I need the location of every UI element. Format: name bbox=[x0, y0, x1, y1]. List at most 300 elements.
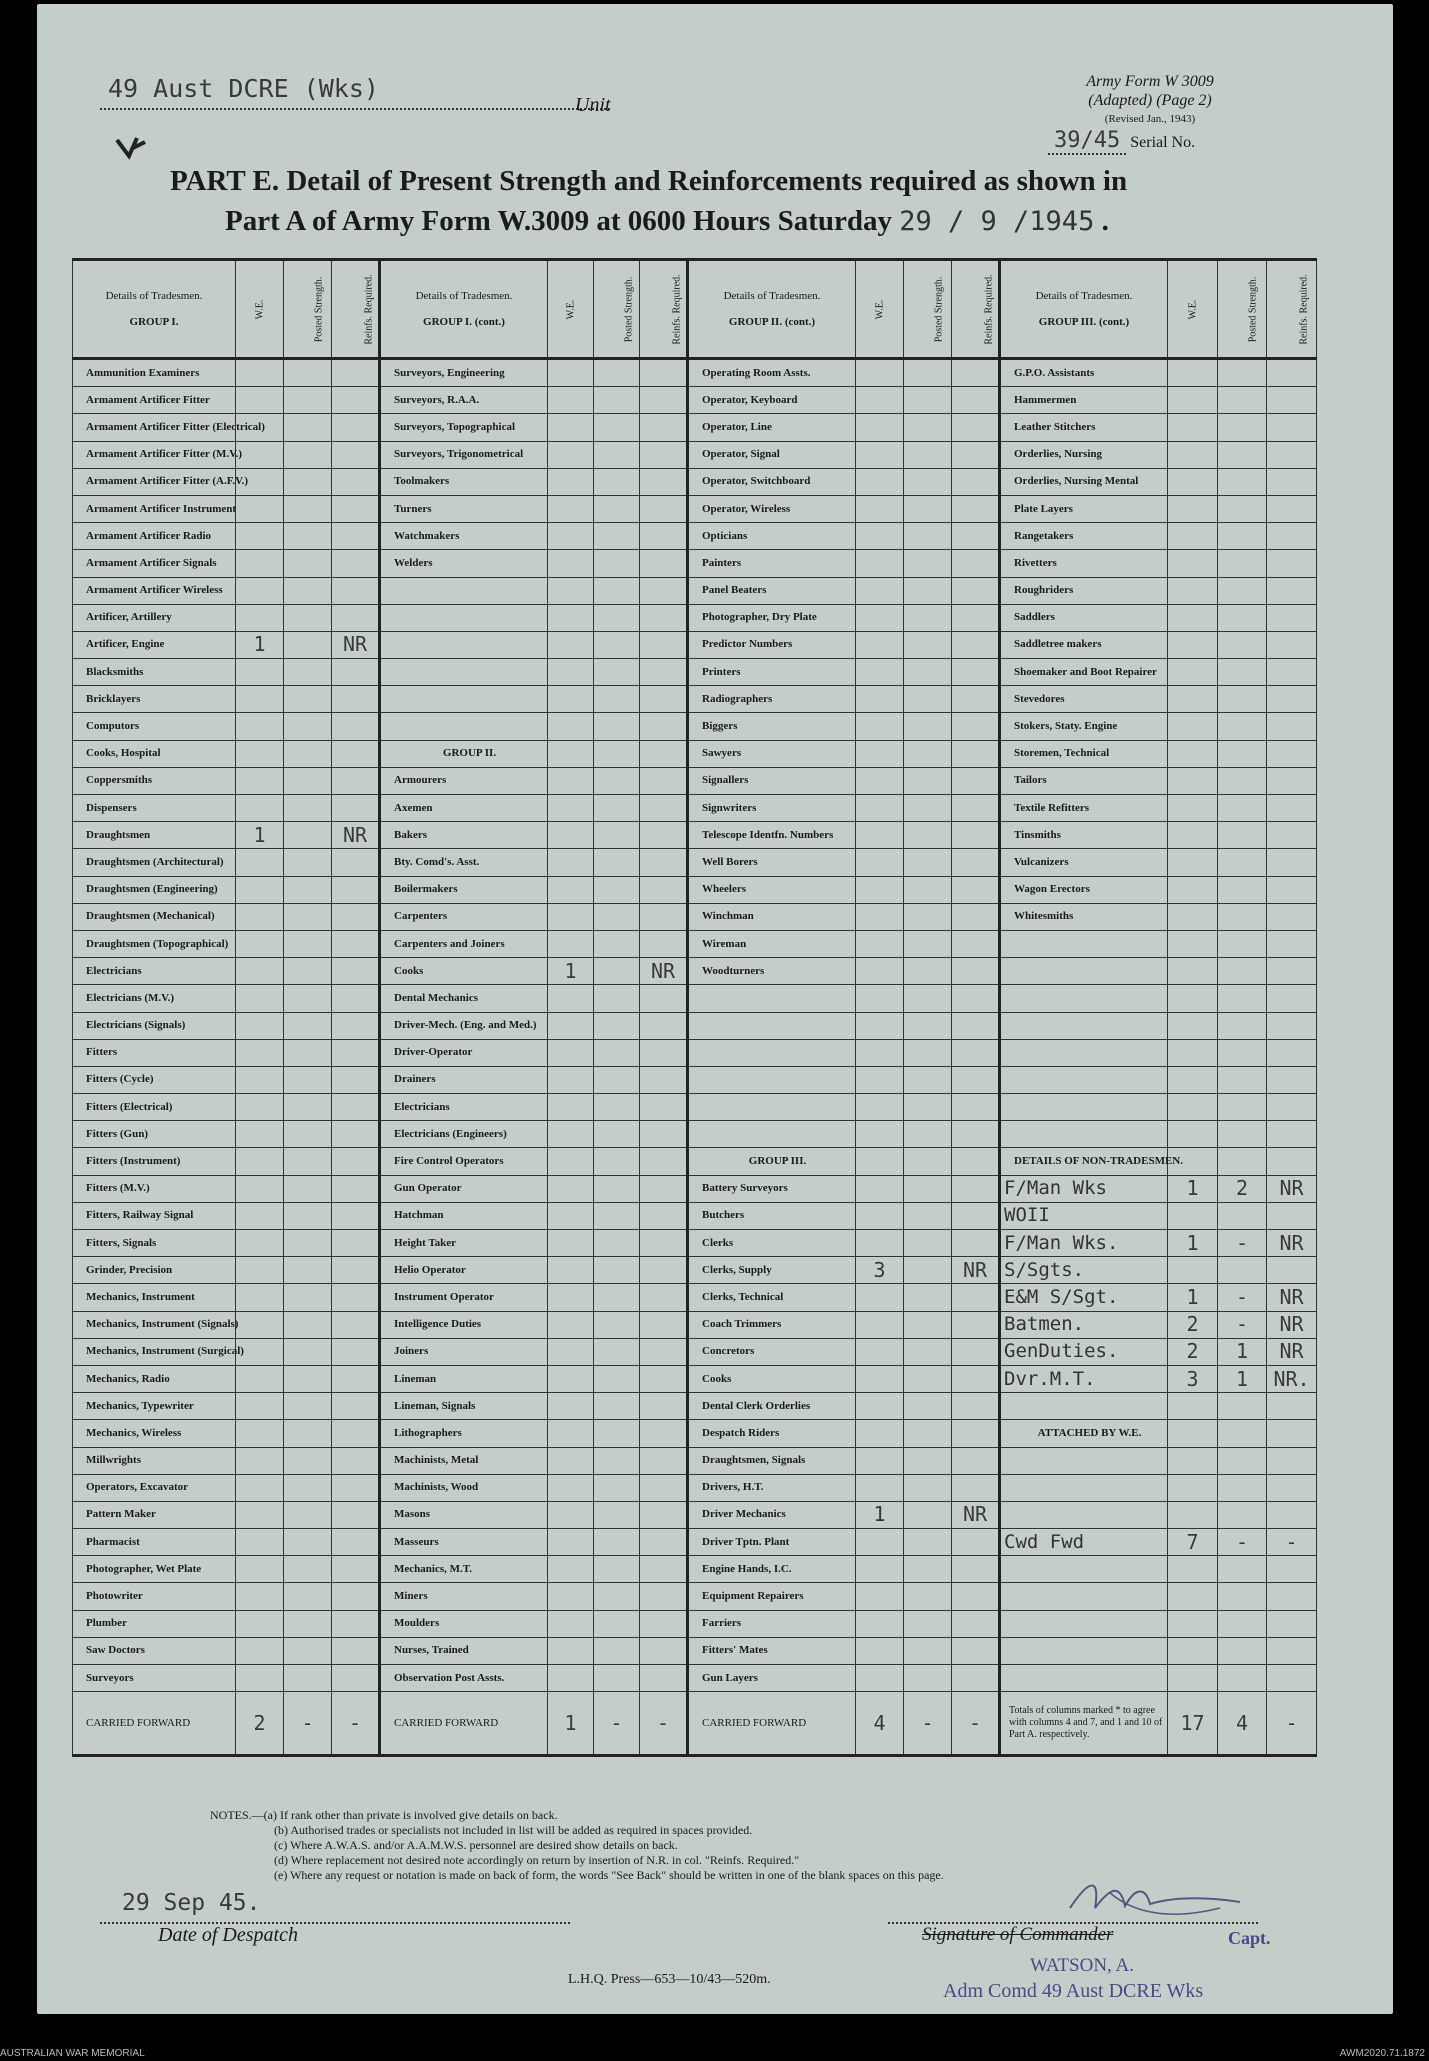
we-cell bbox=[548, 1447, 594, 1474]
trade-label bbox=[1000, 1066, 1168, 1093]
trade-label: Axemen bbox=[380, 795, 548, 822]
reinfs-cell bbox=[1267, 1474, 1317, 1501]
table-row bbox=[73, 1121, 1317, 1148]
we-cell bbox=[236, 1230, 284, 1257]
posted-cell bbox=[904, 903, 952, 930]
we-cell bbox=[548, 495, 594, 522]
posted-cell bbox=[904, 740, 952, 767]
stamp-title: Adm Comd 49 Aust DCRE Wks bbox=[943, 1980, 1204, 2002]
posted-cell bbox=[594, 740, 640, 767]
col-reinfs bbox=[640, 260, 688, 359]
posted-cell bbox=[594, 985, 640, 1012]
trade-label: Blacksmiths bbox=[73, 659, 236, 686]
we-cell bbox=[1168, 387, 1218, 414]
trade-label: Mechanics, Instrument (Signals) bbox=[73, 1311, 236, 1338]
table-row bbox=[73, 631, 1317, 658]
reinfs-cell bbox=[332, 958, 380, 985]
posted-cell bbox=[1218, 441, 1267, 468]
we-cell bbox=[548, 849, 594, 876]
posted-cell bbox=[594, 1447, 640, 1474]
trade-label: Dvr.M.T. bbox=[1000, 1365, 1168, 1392]
reinfs-cell bbox=[332, 604, 380, 631]
group-label: GROUP II. (cont.) bbox=[728, 315, 816, 328]
reinfs-cell bbox=[640, 876, 688, 903]
trade-label: Moulders bbox=[380, 1610, 548, 1637]
posted-cell bbox=[594, 767, 640, 794]
trade-label: Cooks bbox=[380, 958, 548, 985]
we-cell bbox=[236, 1583, 284, 1610]
trade-label: Mechanics, Wireless bbox=[73, 1420, 236, 1447]
we-cell bbox=[236, 1637, 284, 1664]
we-cell bbox=[856, 659, 904, 686]
trade-label: Mechanics, M.T. bbox=[380, 1556, 548, 1583]
stamp-name: WATSON, A. bbox=[1030, 1955, 1134, 1976]
posted-cell bbox=[594, 876, 640, 903]
we-cell bbox=[236, 1202, 284, 1229]
trade-label bbox=[1000, 985, 1168, 1012]
carried-forward-label: CARRIED FORWARD bbox=[688, 1692, 856, 1756]
posted-cell bbox=[904, 1311, 952, 1338]
posted-cell bbox=[594, 468, 640, 495]
reinfs-cell bbox=[640, 1257, 688, 1284]
table-row bbox=[73, 1420, 1317, 1447]
posted-cell bbox=[1218, 767, 1267, 794]
reinfs-cell bbox=[332, 1365, 380, 1392]
we-cell bbox=[236, 1556, 284, 1583]
posted-cell bbox=[594, 1121, 640, 1148]
trade-label: Driver Tptn. Plant bbox=[688, 1529, 856, 1556]
despatch-date: 29 Sep 45. bbox=[122, 1890, 261, 1916]
posted-cell bbox=[284, 577, 332, 604]
we-cell bbox=[548, 604, 594, 631]
we-cell bbox=[1168, 495, 1218, 522]
table-row bbox=[73, 822, 1317, 849]
posted-cell bbox=[1218, 740, 1267, 767]
posted-cell bbox=[1218, 387, 1267, 414]
posted-cell bbox=[284, 1066, 332, 1093]
trade-label: Operator, Keyboard bbox=[688, 387, 856, 414]
table-row bbox=[73, 713, 1317, 740]
reinfs-cell bbox=[640, 903, 688, 930]
posted-cell: 2 bbox=[1218, 1175, 1267, 1202]
trade-label: Boilermakers bbox=[380, 876, 548, 903]
we-cell bbox=[1168, 577, 1218, 604]
table-row bbox=[73, 1501, 1317, 1528]
trade-label: Masons bbox=[380, 1501, 548, 1528]
posted-cell bbox=[284, 414, 332, 441]
table-row bbox=[73, 495, 1317, 522]
posted-cell bbox=[284, 495, 332, 522]
trade-label: G.P.O. Assistants bbox=[1000, 359, 1168, 387]
we-cell bbox=[856, 604, 904, 631]
posted-cell bbox=[594, 713, 640, 740]
reinfs-cell bbox=[640, 1039, 688, 1066]
reinfs-cell: NR bbox=[1267, 1230, 1317, 1257]
we-cell bbox=[856, 1529, 904, 1556]
posted-cell bbox=[284, 1529, 332, 1556]
posted-cell bbox=[594, 1148, 640, 1175]
carried-forward-label: CARRIED FORWARD bbox=[73, 1692, 236, 1756]
col-details-g1c bbox=[380, 260, 548, 359]
posted-cell bbox=[594, 1474, 640, 1501]
reinfs-cell bbox=[332, 1175, 380, 1202]
we-cell bbox=[236, 387, 284, 414]
table-row bbox=[73, 795, 1317, 822]
trade-label: Millwrights bbox=[73, 1447, 236, 1474]
reinfs-cell bbox=[332, 1610, 380, 1637]
posted-cell bbox=[1218, 876, 1267, 903]
table-row bbox=[73, 767, 1317, 794]
posted-cell bbox=[904, 795, 952, 822]
trade-label: Saddletree makers bbox=[1000, 631, 1168, 658]
trade-label: Lineman bbox=[380, 1365, 548, 1392]
table-row bbox=[73, 387, 1317, 414]
trade-label: Drivers, H.T. bbox=[688, 1474, 856, 1501]
trade-label bbox=[688, 985, 856, 1012]
trade-label: Well Borers bbox=[688, 849, 856, 876]
we-cell bbox=[548, 523, 594, 550]
we-cell bbox=[236, 1066, 284, 1093]
reinfs-cell bbox=[332, 930, 380, 957]
we-cell: 1 bbox=[856, 1501, 904, 1528]
posted-cell bbox=[284, 1039, 332, 1066]
we-cell bbox=[1168, 713, 1218, 740]
posted-cell bbox=[284, 795, 332, 822]
reinfs-cell bbox=[640, 1610, 688, 1637]
posted-cell bbox=[904, 930, 952, 957]
trade-label bbox=[688, 1121, 856, 1148]
we-cell bbox=[548, 659, 594, 686]
posted-cell bbox=[284, 1393, 332, 1420]
posted-cell bbox=[904, 1284, 952, 1311]
unit-label: Unit bbox=[575, 94, 611, 116]
trade-label: Cooks bbox=[688, 1365, 856, 1392]
posted-cell bbox=[594, 1610, 640, 1637]
reinfs-cell bbox=[332, 1501, 380, 1528]
we-cell bbox=[1168, 1474, 1218, 1501]
posted-cell bbox=[284, 468, 332, 495]
we-cell bbox=[1168, 1202, 1218, 1229]
title-prefix: Part A of Army Form W.3009 at 0600 Hours Saturday bbox=[225, 205, 892, 237]
posted-label: Posted Strength. bbox=[313, 276, 325, 342]
reinfs-cell bbox=[952, 1066, 1000, 1093]
trade-label: Surveyors, R.A.A. bbox=[380, 387, 548, 414]
trade-label: Storemen, Technical bbox=[1000, 740, 1168, 767]
trade-label: Orderlies, Nursing Mental bbox=[1000, 468, 1168, 495]
we-cell bbox=[236, 1175, 284, 1202]
we-cell bbox=[236, 604, 284, 631]
we-cell bbox=[548, 1230, 594, 1257]
we-cell bbox=[856, 1338, 904, 1365]
reinfs-cell bbox=[332, 1637, 380, 1664]
trade-label: Pharmacist bbox=[73, 1529, 236, 1556]
trade-label: Masseurs bbox=[380, 1529, 548, 1556]
trade-label: Miners bbox=[380, 1583, 548, 1610]
we-cell bbox=[548, 1501, 594, 1528]
we-cell bbox=[548, 1094, 594, 1121]
posted-cell: - bbox=[1218, 1284, 1267, 1311]
posted-cell bbox=[594, 523, 640, 550]
reinfs-cell bbox=[952, 414, 1000, 441]
trade-label: Helio Operator bbox=[380, 1257, 548, 1284]
reinfs-cell bbox=[952, 713, 1000, 740]
reinfs-cell bbox=[332, 1420, 380, 1447]
reinfs-cell bbox=[332, 1311, 380, 1338]
posted-cell bbox=[594, 1393, 640, 1420]
trade-label: Opticians bbox=[688, 523, 856, 550]
posted-cell bbox=[284, 1420, 332, 1447]
reinfs-cell bbox=[952, 387, 1000, 414]
reinfs-cell bbox=[1267, 1012, 1317, 1039]
posted-cell bbox=[1218, 1447, 1267, 1474]
we-cell bbox=[236, 1665, 284, 1692]
page-title-line1: PART E. Detail of Present Strength and Reinforcements required as shown in bbox=[170, 165, 1128, 197]
we-cell bbox=[1168, 441, 1218, 468]
reinfs-cell bbox=[640, 740, 688, 767]
we-cell bbox=[1168, 1501, 1218, 1528]
trade-label: Watchmakers bbox=[380, 523, 548, 550]
posted-cell bbox=[904, 1447, 952, 1474]
posted-cell bbox=[284, 903, 332, 930]
trade-label: Clerks, Supply bbox=[688, 1257, 856, 1284]
table-row bbox=[73, 1583, 1317, 1610]
trade-label: Armament Artificer Signals bbox=[73, 550, 236, 577]
we-cell bbox=[1168, 523, 1218, 550]
trade-label: S/Sgts. bbox=[1000, 1257, 1168, 1284]
we-cell bbox=[1168, 985, 1218, 1012]
we-cell bbox=[856, 1121, 904, 1148]
table-header-row bbox=[73, 260, 1317, 359]
reinfs-cell bbox=[952, 1529, 1000, 1556]
we-cell bbox=[236, 1420, 284, 1447]
trade-label: Photowriter bbox=[73, 1583, 236, 1610]
reinfs-cell bbox=[1267, 930, 1317, 957]
note-b: (b) Authorised trades or specialists not included in list will be added as required in spaces provided. bbox=[274, 1823, 753, 1837]
we-cell: 7 bbox=[1168, 1529, 1218, 1556]
table-row bbox=[73, 1039, 1317, 1066]
table-row bbox=[73, 1610, 1317, 1637]
unit-rule bbox=[100, 108, 610, 110]
we-cell bbox=[856, 1094, 904, 1121]
reinfs-cell bbox=[332, 985, 380, 1012]
cf-g1-posted: - bbox=[284, 1692, 332, 1756]
reinfs-cell bbox=[332, 686, 380, 713]
we-cell bbox=[856, 1311, 904, 1338]
trade-label: Wheelers bbox=[688, 876, 856, 903]
posted-cell bbox=[594, 1338, 640, 1365]
title-year-digit: 5 bbox=[1078, 206, 1095, 237]
posted-cell bbox=[1218, 1148, 1267, 1175]
we-cell bbox=[856, 903, 904, 930]
reinfs-cell: NR bbox=[1267, 1311, 1317, 1338]
reinfs-cell bbox=[952, 659, 1000, 686]
reinfs-cell bbox=[1267, 822, 1317, 849]
we-cell bbox=[856, 1420, 904, 1447]
trade-label: Instrument Operator bbox=[380, 1284, 548, 1311]
we-cell bbox=[856, 876, 904, 903]
trade-label: Coppersmiths bbox=[73, 767, 236, 794]
group-label: GROUP I. (cont.) bbox=[423, 315, 505, 328]
trade-label: Fitters (Instrument) bbox=[73, 1148, 236, 1175]
posted-cell bbox=[284, 740, 332, 767]
we-cell bbox=[548, 1665, 594, 1692]
we-cell bbox=[1168, 822, 1218, 849]
table-row bbox=[73, 468, 1317, 495]
posted-cell bbox=[1218, 495, 1267, 522]
trade-label: Despatch Riders bbox=[688, 1420, 856, 1447]
posted-cell bbox=[1218, 1665, 1267, 1692]
we-cell bbox=[856, 822, 904, 849]
trade-label bbox=[1000, 1094, 1168, 1121]
reinfs-cell bbox=[1267, 1039, 1317, 1066]
posted-cell bbox=[904, 822, 952, 849]
trade-label: Biggers bbox=[688, 713, 856, 740]
we-cell: 3 bbox=[1168, 1365, 1218, 1392]
reinfs-cell bbox=[640, 1665, 688, 1692]
we-cell bbox=[236, 577, 284, 604]
posted-cell bbox=[904, 631, 952, 658]
trade-label: Draughtsmen bbox=[73, 822, 236, 849]
reinfs-cell bbox=[640, 1202, 688, 1229]
we-cell bbox=[1168, 1121, 1218, 1148]
trade-label: Artificer, Artillery bbox=[73, 604, 236, 631]
reinfs-cell bbox=[640, 631, 688, 658]
reinfs-cell bbox=[952, 1202, 1000, 1229]
col-we bbox=[236, 260, 284, 359]
we-cell bbox=[548, 1556, 594, 1583]
we-cell bbox=[1168, 1447, 1218, 1474]
trade-label: Grinder, Precision bbox=[73, 1257, 236, 1284]
we-cell bbox=[856, 686, 904, 713]
serial-value: 39/45 bbox=[1048, 128, 1126, 155]
reinfs-cell bbox=[332, 1665, 380, 1692]
reinfs-cell bbox=[1267, 1610, 1317, 1637]
posted-cell bbox=[594, 1284, 640, 1311]
reinfs-cell bbox=[952, 1420, 1000, 1447]
trade-label: Draughtsmen (Topographical) bbox=[73, 930, 236, 957]
we-cell bbox=[856, 441, 904, 468]
reinfs-cell bbox=[332, 1121, 380, 1148]
reinfs-cell: - bbox=[1267, 1529, 1317, 1556]
trade-label: Operator, Wireless bbox=[688, 495, 856, 522]
posted-cell bbox=[904, 414, 952, 441]
table-row bbox=[73, 985, 1317, 1012]
despatch-label: Date of Despatch bbox=[158, 1924, 298, 1946]
we-cell bbox=[548, 795, 594, 822]
we-cell bbox=[548, 1257, 594, 1284]
trade-label: Engine Hands, I.C. bbox=[688, 1556, 856, 1583]
reinfs-cell bbox=[640, 1529, 688, 1556]
archive-label-right: AWM2020.71.1872 bbox=[1339, 2048, 1425, 2059]
table-row bbox=[73, 1148, 1317, 1175]
reinfs-cell bbox=[640, 1393, 688, 1420]
reinfs-cell bbox=[332, 1230, 380, 1257]
posted-cell bbox=[284, 387, 332, 414]
trade-label: Butchers bbox=[688, 1202, 856, 1229]
details-label: Details of Tradesmen. bbox=[723, 289, 821, 302]
we-cell bbox=[236, 958, 284, 985]
we-cell bbox=[548, 1066, 594, 1093]
we-label: W.E. bbox=[873, 299, 885, 319]
trade-label: Clerks bbox=[688, 1230, 856, 1257]
we-cell bbox=[856, 1012, 904, 1039]
trade-label: Surveyors, Engineering bbox=[380, 359, 548, 387]
we-cell bbox=[856, 1474, 904, 1501]
reinfs-cell bbox=[640, 604, 688, 631]
trade-label: Electricians (Signals) bbox=[73, 1012, 236, 1039]
reinfs-label: Reinfs. Required. bbox=[1298, 273, 1310, 345]
posted-cell bbox=[904, 659, 952, 686]
reinfs-cell bbox=[640, 1501, 688, 1528]
table-row bbox=[73, 1311, 1317, 1338]
we-cell bbox=[1168, 659, 1218, 686]
reinfs-cell bbox=[640, 1094, 688, 1121]
col-we bbox=[548, 260, 594, 359]
trade-label bbox=[380, 686, 548, 713]
posted-cell bbox=[904, 1230, 952, 1257]
posted-label: Posted Strength. bbox=[933, 276, 945, 342]
table-row bbox=[73, 958, 1317, 985]
reinfs-cell bbox=[640, 1583, 688, 1610]
posted-cell: - bbox=[1218, 1311, 1267, 1338]
table-row bbox=[73, 1175, 1317, 1202]
col-details-g1 bbox=[73, 260, 236, 359]
reinfs-label: Reinfs. Required. bbox=[363, 273, 375, 345]
reinfs-cell bbox=[1267, 387, 1317, 414]
trade-label bbox=[1000, 1556, 1168, 1583]
reinfs-cell bbox=[640, 713, 688, 740]
trade-label: Computors bbox=[73, 713, 236, 740]
we-cell: 1 bbox=[236, 631, 284, 658]
posted-cell bbox=[284, 1338, 332, 1365]
serial-label: Serial No. bbox=[1130, 134, 1196, 151]
reinfs-cell bbox=[952, 441, 1000, 468]
posted-cell bbox=[284, 930, 332, 957]
reinfs-cell bbox=[332, 1202, 380, 1229]
posted-cell bbox=[594, 441, 640, 468]
reinfs-cell bbox=[1267, 1257, 1317, 1284]
cf-g1c-posted: - bbox=[594, 1692, 640, 1756]
posted-cell bbox=[1218, 903, 1267, 930]
reinfs-cell bbox=[1267, 795, 1317, 822]
trade-label bbox=[688, 1039, 856, 1066]
posted-label: Posted Strength. bbox=[623, 276, 635, 342]
posted-cell bbox=[594, 958, 640, 985]
reinfs-cell: NR bbox=[952, 1501, 1000, 1528]
we-cell bbox=[1168, 958, 1218, 985]
reinfs-cell bbox=[640, 387, 688, 414]
we-cell bbox=[236, 1501, 284, 1528]
trade-label bbox=[688, 1094, 856, 1121]
reinfs-cell bbox=[640, 1311, 688, 1338]
reinfs-cell bbox=[640, 849, 688, 876]
reinfs-cell bbox=[952, 1039, 1000, 1066]
reinfs-cell bbox=[952, 822, 1000, 849]
reinfs-cell bbox=[640, 468, 688, 495]
posted-cell bbox=[904, 985, 952, 1012]
we-cell bbox=[548, 1583, 594, 1610]
reinfs-cell bbox=[1267, 1637, 1317, 1664]
reinfs-cell bbox=[952, 1447, 1000, 1474]
posted-cell bbox=[284, 631, 332, 658]
trade-label: Wagon Erectors bbox=[1000, 876, 1168, 903]
posted-cell bbox=[594, 795, 640, 822]
trade-label: Armament Artificer Fitter bbox=[73, 387, 236, 414]
reinfs-cell bbox=[640, 414, 688, 441]
col-we bbox=[1168, 260, 1218, 359]
trade-label: Fitters (Cycle) bbox=[73, 1066, 236, 1093]
reinfs-cell bbox=[640, 822, 688, 849]
